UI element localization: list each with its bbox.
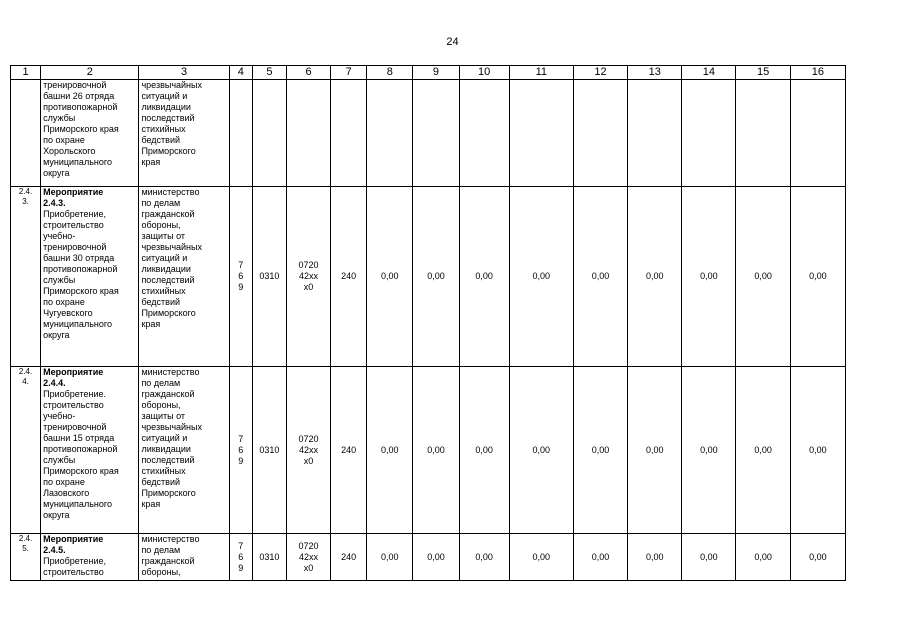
code-cell: 0720 42xx x0 — [286, 367, 330, 534]
value-cell: 0,00 — [790, 534, 845, 581]
value-cell: 0,00 — [509, 367, 573, 534]
empty-cell — [413, 80, 459, 187]
value-cell: 0,00 — [509, 187, 573, 367]
header-row — [11, 66, 846, 80]
code-cell: 0720 42xx x0 — [286, 534, 330, 581]
code-cell: 7 6 9 — [229, 187, 252, 367]
empty-cell — [367, 80, 413, 187]
value-cell: 0,00 — [628, 367, 682, 534]
header-cell: 16 — [790, 66, 845, 80]
measure-title: Мероприятие 2.4.4. — [43, 367, 104, 388]
empty-cell — [252, 80, 286, 187]
value-cell: 0,00 — [790, 187, 845, 367]
value-cell: 0,00 — [682, 367, 736, 534]
executor-cell: министерство по делам гражданской обороны, — [139, 534, 229, 581]
value-cell: 0,00 — [413, 187, 459, 367]
id-cell — [11, 80, 41, 187]
program-table — [10, 65, 846, 581]
value-cell: 0,00 — [367, 534, 413, 581]
header-cell: 6 — [286, 66, 330, 80]
empty-cell — [331, 80, 367, 187]
header-cell: 13 — [628, 66, 682, 80]
empty-cell — [736, 80, 790, 187]
value-cell: 0,00 — [682, 534, 736, 581]
id-cell: 2.4. 5. — [11, 534, 41, 581]
value-cell: 0,00 — [573, 187, 627, 367]
measure-title: Мероприятие 2.4.3. — [43, 187, 104, 208]
code-cell: 7 6 9 — [229, 367, 252, 534]
table-row — [11, 534, 846, 581]
header-cell: 15 — [736, 66, 790, 80]
name-cell — [41, 367, 139, 534]
header-cell: 2 — [41, 66, 139, 80]
header-cell: 11 — [509, 66, 573, 80]
code-cell: 7 6 9 — [229, 534, 252, 581]
measure-name: Приобретение, строительство — [43, 556, 106, 577]
table-row — [11, 367, 846, 534]
value-cell: 0,00 — [790, 367, 845, 534]
value-cell: 0,00 — [736, 187, 790, 367]
value-cell: 0,00 — [736, 367, 790, 534]
value-cell: 0,00 — [367, 187, 413, 367]
empty-cell — [459, 80, 509, 187]
code-cell: 240 — [331, 187, 367, 367]
code-cell: 240 — [331, 367, 367, 534]
name-cell — [41, 187, 139, 367]
executor-cell: министерство по делам гражданской обороны, защиты от чрезвычайных ситуаций и ликвидации последствий стихийных бедствий Приморского края — [139, 367, 229, 534]
header-cell: 3 — [139, 66, 229, 80]
value-cell: 0,00 — [413, 534, 459, 581]
header-cell: 7 — [331, 66, 367, 80]
empty-cell — [628, 80, 682, 187]
executor-cell: чрезвычайных ситуаций и ликвидации последствий стихийных бедствий Приморского края — [139, 80, 229, 187]
header-cell: 4 — [229, 66, 252, 80]
value-cell: 0,00 — [459, 187, 509, 367]
value-cell: 0,00 — [628, 534, 682, 581]
empty-cell — [229, 80, 252, 187]
page-number: 24 — [446, 36, 459, 48]
value-cell: 0,00 — [682, 187, 736, 367]
header-cell: 5 — [252, 66, 286, 80]
header-cell: 8 — [367, 66, 413, 80]
value-cell: 0,00 — [459, 367, 509, 534]
table-row-continuation — [11, 80, 846, 187]
empty-cell — [573, 80, 627, 187]
code-cell: 240 — [331, 534, 367, 581]
value-cell: 0,00 — [509, 534, 573, 581]
empty-cell — [790, 80, 845, 187]
value-cell: 0,00 — [736, 534, 790, 581]
empty-cell — [509, 80, 573, 187]
code-cell: 0310 — [252, 367, 286, 534]
id-cell: 2.4. 3. — [11, 187, 41, 367]
name-cell — [41, 534, 139, 581]
executor-cell: министерство по делам гражданской обороны, защиты от чрезвычайных ситуаций и ликвидации последствий стихийных бедствий Приморского края — [139, 187, 229, 367]
id-cell: 2.4. 4. — [11, 367, 41, 534]
code-cell: 0720 42xx x0 — [286, 187, 330, 367]
header-cell: 14 — [682, 66, 736, 80]
value-cell: 0,00 — [628, 187, 682, 367]
measure-title: Мероприятие 2.4.5. — [43, 534, 104, 555]
value-cell: 0,00 — [413, 367, 459, 534]
empty-cell — [682, 80, 736, 187]
table-row — [11, 187, 846, 367]
header-cell: 10 — [459, 66, 509, 80]
name-cell: тренировочной башни 26 отряда противопожарной службы Приморского края по охране Хорольского муниципального округа — [41, 80, 139, 187]
header-cell: 12 — [573, 66, 627, 80]
code-cell: 0310 — [252, 187, 286, 367]
header-cell: 1 — [11, 66, 41, 80]
value-cell: 0,00 — [367, 367, 413, 534]
empty-cell — [286, 80, 330, 187]
value-cell: 0,00 — [459, 534, 509, 581]
measure-name: Приобретение. строительство учебно- тренировочной башни 15 отряда противопожарной службы Приморского края по охране Лазовского муниципального округа — [43, 389, 119, 520]
value-cell: 0,00 — [573, 367, 627, 534]
header-cell: 9 — [413, 66, 459, 80]
measure-name: Приобретение, строительство учебно- тренировочной башни 30 отряда противопожарной службы Приморского края по охране Чугуевского муниципального округа — [43, 209, 119, 340]
value-cell: 0,00 — [573, 534, 627, 581]
code-cell: 0310 — [252, 534, 286, 581]
